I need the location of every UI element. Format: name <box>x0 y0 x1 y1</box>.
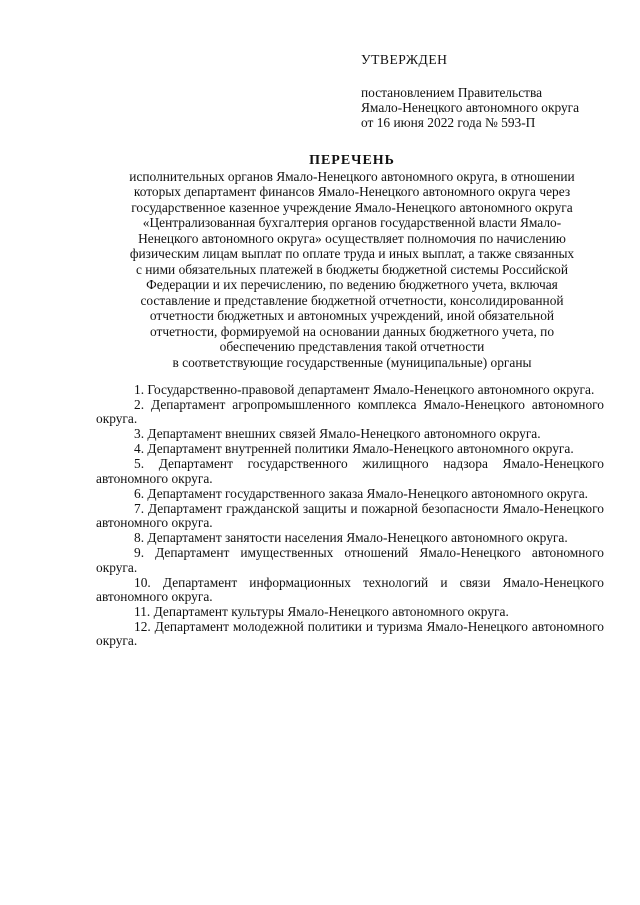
title-line: обеспечению представления такой отчетности <box>219 339 485 354</box>
list-item-number: 10. <box>134 574 151 590</box>
list-item-text: Государственно-правовой департамент Ямало-Ненецкого автономного округа. <box>147 382 595 397</box>
title-line: Федерации и их перечислению, по ведению бюджетного учета, включая <box>146 277 558 292</box>
list-item-text: Департамент культуры Ямало-Ненецкого автономного округа. <box>153 604 509 620</box>
document-heading: ПЕРЕЧЕНЬ <box>309 153 395 168</box>
list-item-text: Департамент государственного жилищного надзора Ямало-Ненецкого автономного округа. <box>96 456 604 486</box>
list-item-number: 7. <box>134 500 145 516</box>
list-item-text: Департамент агропромышленного комплекса Ямало-Ненецкого автономного округа. <box>96 397 604 427</box>
list-item <box>96 502 604 531</box>
department-list <box>96 383 604 649</box>
list-item-text: Департамент занятости населения Ямало-Ненецкого автономного округа. <box>147 530 568 546</box>
list-item-number: 3. <box>134 426 145 442</box>
list-item-text: Департамент имущественных отношений Ямало-Ненецкого автономного округа. <box>96 545 604 575</box>
list-item-number: 4. <box>134 441 145 457</box>
list-item-number: 8. <box>134 530 145 546</box>
list-item-number: 6. <box>134 485 145 501</box>
approval-stamp: УТВЕРЖДЕН <box>361 52 448 67</box>
list-item-text: Департамент внешних связей Ямало-Ненецкого автономного округа. <box>147 426 541 442</box>
title-line: составление и представление бюджетной отчетности, консолидированной <box>140 292 564 308</box>
title-line: «Централизованная бухгалтерия органов государственной власти Ямало- <box>142 215 562 230</box>
list-item-number: 11. <box>134 604 151 620</box>
list-item <box>96 383 604 397</box>
title-line: в соответствующие государственные (муниципальные) органы <box>172 354 532 370</box>
document-title-block <box>96 153 608 370</box>
approval-line-3: от 16 июня 2022 года № 593-П <box>361 115 536 130</box>
title-line: отчетности, формируемой на основании данных бюджетного учета, по <box>149 323 555 339</box>
list-item <box>96 546 604 575</box>
list-item-number: 5. <box>134 456 145 472</box>
list-item <box>96 457 604 486</box>
list-item-number: 2. <box>134 397 145 412</box>
list-item <box>96 442 604 456</box>
approval-line-2: Ямало-Ненецкого автономного округа <box>361 100 580 115</box>
list-item-number: 1. <box>134 382 145 397</box>
list-item <box>96 605 604 619</box>
list-item-text: Департамент гражданской защиты и пожарной безопасности Ямало-Ненецкого автономного округа. <box>96 500 604 531</box>
approval-line-1: постановлением Правительства <box>361 85 543 100</box>
list-item <box>96 427 604 441</box>
list-item <box>96 531 604 545</box>
title-line: с ними обязательных платежей в бюджеты бюджетной системы Российской <box>135 261 569 277</box>
list-item-text: Департамент государственного заказа Ямало-Ненецкого автономного округа. <box>147 485 589 501</box>
list-item-text: Департамент внутренней политики Ямало-Ненецкого автономного округа. <box>147 441 574 457</box>
list-item-text: Департамент информационных технологий и связи Ямало-Ненецкого автономного округа. <box>96 574 604 605</box>
title-line: которых департамент финансов Ямало-Ненецкого автономного округа через <box>133 184 571 199</box>
title-line: физическим лицам выплат по оплате труда и иных выплат, а также связанных <box>129 246 575 261</box>
title-line: отчетности бюджетных и автономных учреждений, иной обязательной <box>149 308 555 323</box>
list-item <box>96 620 604 649</box>
list-item <box>96 487 604 501</box>
list-item-number: 9. <box>134 545 145 561</box>
title-line: Ненецкого автономного округа» осуществляет полномочия по начислению <box>138 230 566 246</box>
list-item-text: Департамент молодежной политики и туризма Ямало-Ненецкого автономного округа. <box>96 619 604 649</box>
title-line: исполнительных органов Ямало-Ненецкого автономного округа, в отношении <box>129 168 575 184</box>
list-item-number: 12. <box>134 619 151 635</box>
title-line: государственное казенное учреждение Ямало-Ненецкого автономного округа <box>131 199 573 215</box>
approval-block <box>361 52 621 130</box>
list-item <box>96 576 604 605</box>
list-item <box>96 398 604 427</box>
